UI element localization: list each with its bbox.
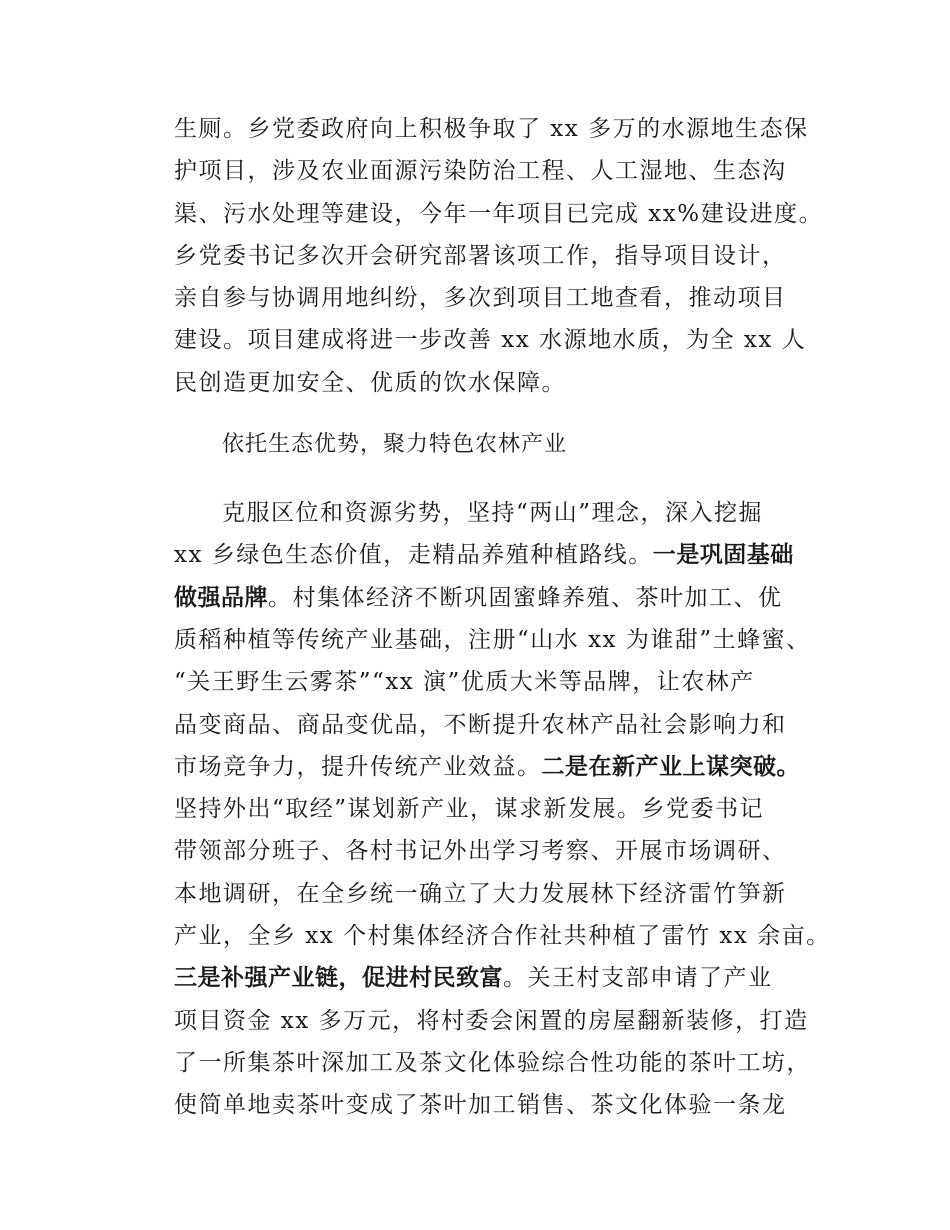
text-line: 本地调研，在全乡统一确立了大力发展林下经济雷竹笋新 xyxy=(174,880,787,907)
bold-point-one-cont: 做强品牌 xyxy=(174,584,268,611)
text-line xyxy=(174,746,814,788)
text-run: 。村集体经济不断巩固蜜蜂养殖、茶叶加工、优 xyxy=(268,584,783,611)
text-line: 项目资金 xx 多万元，将村委会闲置的房屋翻新装修，打造 xyxy=(174,1007,809,1034)
text-line xyxy=(174,534,814,576)
text-line: 品变商品、商品变优品，不断提升农林产品社会影响力和 xyxy=(174,711,787,738)
text-line: 乡党委书记多次开会研究部署该项工作，指导项目设计， xyxy=(174,242,787,269)
text-line: 质稻种植等传统产业基础，注册“山水 xx 为谁甜”土蜂蜜、 xyxy=(174,626,811,653)
bold-point-three: 三是补强产业链，促进村民致富 xyxy=(174,965,503,992)
text-line: 建设。项目建成将进一步改善 xx 水源地水质，为全 xx 人 xyxy=(174,327,807,354)
text-run: 市场竞争力，提升传统产业效益。 xyxy=(174,753,542,780)
text-line: 了一所集茶叶深加工及茶文化体验综合性功能的茶叶工坊， xyxy=(174,1049,811,1076)
text-line: 克服区位和资源劣势，坚持“两山”理念，深入挖掘 xyxy=(222,500,764,527)
text-line: 护项目，涉及农业面源污染防治工程、人工湿地、生态沟 xyxy=(174,158,787,185)
section-heading: 依托生态优势，聚力特色农林产业 xyxy=(222,432,568,458)
paragraph-forestry-industry xyxy=(174,492,831,1126)
text-line: 使简单地卖茶叶变成了茶叶加工销售、茶文化体验一条龙 xyxy=(174,1092,787,1119)
text-line xyxy=(174,577,814,619)
document-body xyxy=(174,108,831,1127)
bold-point-two: 二是在新产业上谋突破。 xyxy=(541,753,800,780)
text-line: 带领部分班子、各村书记外出学习考察、开展市场调研、 xyxy=(174,838,787,865)
text-line xyxy=(174,957,814,999)
text-line: 渠、污水处理等建设，今年一年项目已完成 xx%建设进度。 xyxy=(174,200,824,227)
text-run: xx 乡绿色生态价值，走精品养殖种植路线。 xyxy=(174,542,653,569)
text-line: 民创造更加安全、优质的饮水保障。 xyxy=(174,369,566,396)
text-line: 产业，全乡 xx 个村集体经济合作社共种植了雷竹 xx 余亩。 xyxy=(174,923,831,950)
text-line: 亲自参与协调用地纠纷，多次到项目工地查看，推动项目 xyxy=(174,285,787,312)
text-line: 坚持外出“取经”谋划新产业，谋求新发展。乡党委书记 xyxy=(174,796,765,823)
text-line: 生厕。乡党委政府向上积极争取了 xx 多万的水源地生态保 xyxy=(174,116,809,142)
bold-point-one: 一是巩固基础 xyxy=(652,542,794,569)
text-run: 。关王村支部申请了产业 xyxy=(503,965,773,992)
paragraph-water-source-project xyxy=(174,108,824,404)
text-line: “关王野生云雾茶”“xx 演”优质大米等品牌，让农林产 xyxy=(174,669,755,696)
